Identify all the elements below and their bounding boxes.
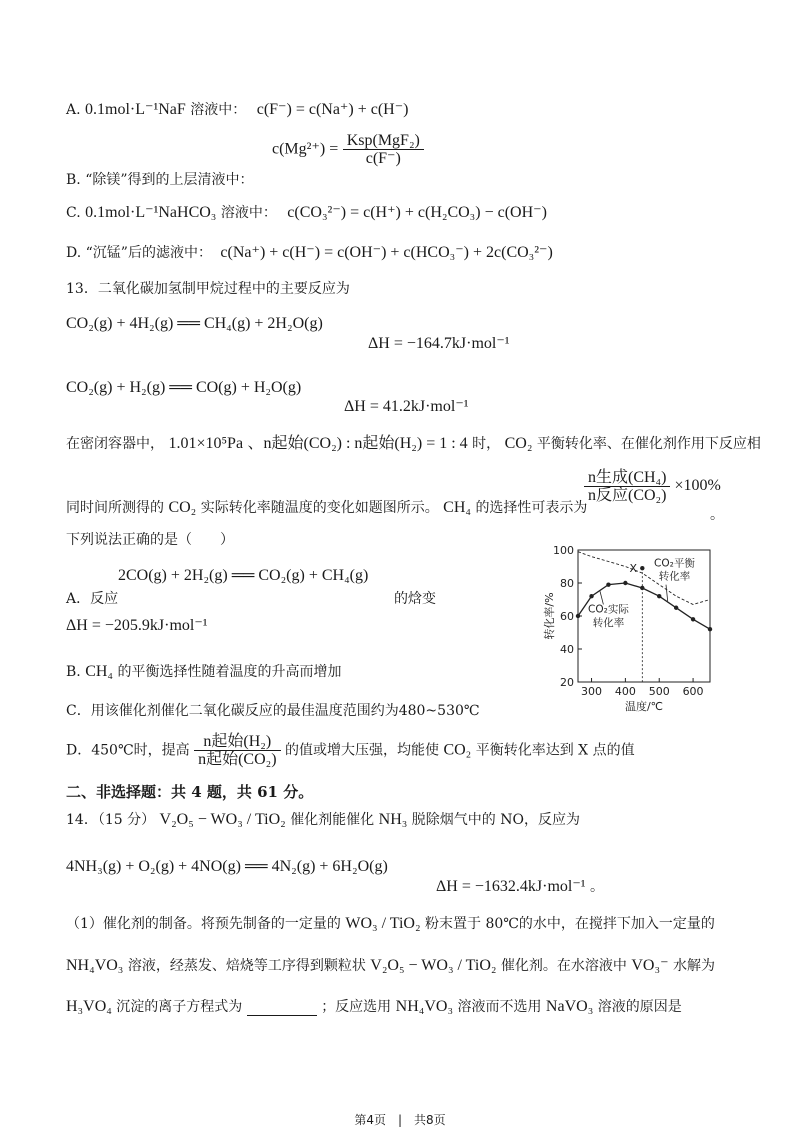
q13-selectivity-formula	[584, 469, 721, 504]
page-footer: 第4页 | 共8页	[354, 1113, 446, 1127]
q14-p2-ion: VO₃⁻	[631, 957, 669, 974]
q14-p1-a: （1）催化剂的制备。将预先制备的一定量的	[66, 916, 341, 932]
q14-part1-line2	[66, 957, 715, 975]
q13-line2-p1: 同时间所测得的	[66, 500, 164, 516]
conversion-chart	[540, 540, 720, 715]
section-2-heading: 二、非选择题：共 4 题，共 61 分。	[66, 783, 314, 801]
q14-p2-a: 溶液，经蒸发、焙烧等工序得到颗粒状	[127, 958, 366, 974]
equilibrium-label-pointer	[666, 585, 668, 602]
q13-selectivity-line	[66, 499, 587, 517]
q13-optD-p2: 的值或增大压强，均能使	[284, 742, 439, 759]
q12-c-cond-math: 0.1mol·L⁻¹NaHCO₃	[85, 204, 217, 221]
x-tick-label-400: 400	[614, 685, 636, 698]
q13-cond-p2: 时，	[472, 436, 501, 452]
x-tick-label-300: 300	[581, 685, 603, 698]
q12-option-c	[66, 204, 547, 222]
point-x-marker	[640, 566, 644, 570]
q12-b-numerator: Ksp(MgF₂)	[343, 132, 424, 150]
q13-cond-co2: CO₂	[504, 435, 533, 452]
answer-blank[interactable]	[247, 1001, 317, 1016]
q13-reaction-2-dh: ΔH = 41.2kJ·mol⁻¹	[344, 398, 469, 415]
q13-optD-denominator: n起始(CO₂)	[198, 751, 277, 768]
q12-a-cond-math: 0.1mol·L⁻¹NaF	[85, 101, 186, 118]
q14-head-num: 14．（15 分）	[66, 812, 156, 828]
q13-line2-p2: 实际转化率随温度的变化如题图所示。	[200, 500, 439, 516]
q14-p1-cat: WO₃ / TiO₂	[345, 915, 421, 932]
q13-optD-p3: 平衡转化率达到 X 点的值	[475, 742, 635, 759]
q13-reaction-1-dh: ΔH = −164.7kJ·mol⁻¹	[368, 335, 510, 352]
q13-reaction-2: CO₂(g) + H₂(g) ══ CO(g) + H₂O(g)	[66, 379, 302, 396]
q13-sel-denominator: n反应(CO₂)	[588, 487, 667, 504]
q14-part1-line3	[66, 998, 682, 1016]
q14-part1-line1	[66, 915, 715, 933]
equilibrium-label-2: 转化率	[658, 570, 691, 583]
q12-a-label: A.	[66, 102, 81, 118]
q14-p2-salt: NH₄VO₃	[66, 957, 124, 974]
q13-line2-p3: 的选择性可表示为	[475, 500, 588, 516]
q12-b-eq-left: c(Mg²⁺) =	[272, 140, 339, 158]
q12-b-text: “除镁”得到的上层清液中：	[85, 172, 254, 188]
q13-option-b	[66, 663, 341, 681]
q13-optA-label: A．反应	[66, 591, 119, 607]
q13-cond-ratio: 、n起始(CO₂) : n起始(H₂) = 1 : 4	[247, 435, 468, 452]
q12-option-b	[66, 171, 254, 189]
q13-cond-p1: 在密闭容器中，	[66, 436, 164, 452]
q13-optA-equation: 2CO(g) + 2H₂(g) ══ CO₂(g) + CH₄(g)	[118, 567, 369, 584]
q13-optA-dh: ΔH = −205.9kJ·mol⁻¹	[66, 617, 208, 634]
q12-b-fraction	[343, 132, 424, 167]
q14-head-p1: 催化剂能催化	[290, 812, 375, 828]
q12-d-equation: c(Na⁺) + c(H⁻) = c(OH⁻) + c(HCO₃⁻) + 2c(CO₃²⁻)	[220, 244, 553, 261]
q13-sel-numerator: n生成(CH₄)	[584, 469, 670, 487]
q14-p2-c: 水解为	[672, 958, 715, 974]
actual-data-point-6	[674, 606, 678, 610]
actual-data-point-7	[691, 617, 695, 621]
q13-selectivity-fraction	[584, 469, 670, 504]
q13-line2-co2: CO₂	[168, 499, 197, 516]
q12-option-d	[66, 244, 553, 262]
q13-cond-p3: 平衡转化率、在催化剂作用下反应相	[536, 436, 761, 452]
q12-c-label: C.	[66, 205, 81, 221]
x-tick-label-500: 500	[648, 685, 670, 698]
q14-dh: ΔH = −1632.4kJ·mol⁻¹	[436, 878, 586, 895]
x-tick-label-600: 600	[682, 685, 704, 698]
q14-p2-cat: V₂O₅ − WO₃ / TiO₂	[370, 957, 497, 974]
actual-label-1: CO₂实际	[588, 603, 629, 616]
y-tick-label-20: 20	[560, 676, 574, 689]
q14-reaction: 4NH₃(g) + O₂(g) + 4NO(g) ══ 4N₂(g) + 6H₂O(g)	[66, 858, 388, 875]
q14-p3-c: 溶液而不选用	[457, 999, 542, 1015]
q13-optD-co2: CO₂	[443, 741, 472, 759]
q13-optA-tail: 的焓变	[394, 591, 436, 607]
actual-data-point-5	[657, 594, 661, 598]
equilibrium-label-1: CO₂平衡	[654, 557, 695, 570]
y-tick-label-80: 80	[560, 577, 574, 590]
q13-optB-text: 的平衡选择性随着温度的升高而增加	[117, 664, 342, 680]
q13-option-c: C．用该催化剂催化二氧化碳反应的最佳温度范围约为480~530℃	[66, 703, 480, 719]
q13-option-d	[66, 733, 635, 768]
q13-condition-line	[66, 435, 761, 453]
y-tick-label-60: 60	[560, 610, 574, 623]
q14-heading	[66, 811, 580, 829]
q13-sel-mult: ×100%	[674, 477, 721, 495]
q12-b-denominator: c(F⁻)	[365, 150, 401, 167]
q12-a-cond-text: 溶液中：	[190, 102, 247, 118]
q14-p3-acid: H₃VO₄	[66, 998, 112, 1015]
q14-p2-b: 催化剂。在水溶液中	[500, 958, 627, 974]
y-axis-label: 转化率/%	[543, 592, 556, 640]
q14-dh-end: 。	[590, 879, 605, 895]
q14-p3-b: ；反应选用	[321, 999, 392, 1015]
q12-d-label: D.	[66, 245, 82, 261]
q13-line2-end: 。	[710, 507, 724, 523]
y-tick-label-100: 100	[553, 544, 574, 557]
actual-label-pointer	[600, 591, 603, 604]
actual-data-point-2	[606, 582, 610, 586]
q13-optD-numerator: n起始(H₂)	[194, 733, 280, 751]
x-axis-label: 温度/℃	[624, 700, 664, 713]
q14-p3-salt2: NaVO₃	[545, 998, 594, 1015]
q12-option-a	[66, 101, 408, 119]
q14-dh-line	[436, 878, 604, 896]
q13-reaction-1: CO₂(g) + 4H₂(g) ══ CH₄(g) + 2H₂O(g)	[66, 315, 323, 332]
actual-data-point-1	[589, 594, 593, 598]
q13-optD-fraction	[194, 733, 280, 768]
q12-b-label: B.	[66, 172, 81, 188]
q13-question: 下列说法正确的是（ ）	[66, 532, 234, 548]
q14-p3-salt1: NH₄VO₃	[395, 998, 454, 1015]
q12-c-cond-text: 溶液中：	[220, 205, 277, 221]
actual-data-point-3	[623, 581, 627, 585]
q13-optB-ch4: CH₄	[85, 663, 114, 680]
q14-p1-b: 粉末置于 80℃的水中，在搅拌下加入一定量的	[425, 916, 715, 932]
q14-p3-a: 沉淀的离子方程式为	[116, 999, 243, 1015]
q14-nh3: NH₃	[378, 811, 408, 828]
actual-label-2: 转化率	[592, 616, 625, 629]
q12-a-equation: c(F⁻) = c(Na⁺) + c(H⁻)	[256, 101, 409, 118]
q12-d-text: “沉锰”后的滤液中：	[85, 245, 212, 261]
q13-stem: 13．二氧化碳加氢制甲烷过程中的主要反应为	[66, 281, 350, 297]
actual-data-point-8	[708, 627, 712, 631]
q13-optB-label: B.	[66, 664, 81, 680]
actual-data-point-0	[576, 614, 580, 618]
q12-c-equation: c(CO₃²⁻) = c(H⁺) + c(H₂CO₃) − c(OH⁻)	[287, 204, 547, 221]
q12-b-equation	[272, 132, 424, 167]
q14-catalyst: V₂O₅ − WO₃ / TiO₂	[159, 811, 286, 828]
q13-optD-p1: D．450℃时，提高	[66, 742, 190, 759]
q13-cond-pressure: 1.01×10⁵Pa	[168, 435, 244, 452]
q13-line2-ch4: CH₄	[443, 499, 471, 516]
y-tick-label-40: 40	[560, 643, 574, 656]
actual-data-point-4	[640, 586, 644, 590]
q14-p3-d: 溶液的原因是	[597, 999, 682, 1015]
point-x-label: X	[629, 562, 638, 576]
q14-head-p2: 脱除烟气中的 NO，反应为	[411, 812, 580, 828]
